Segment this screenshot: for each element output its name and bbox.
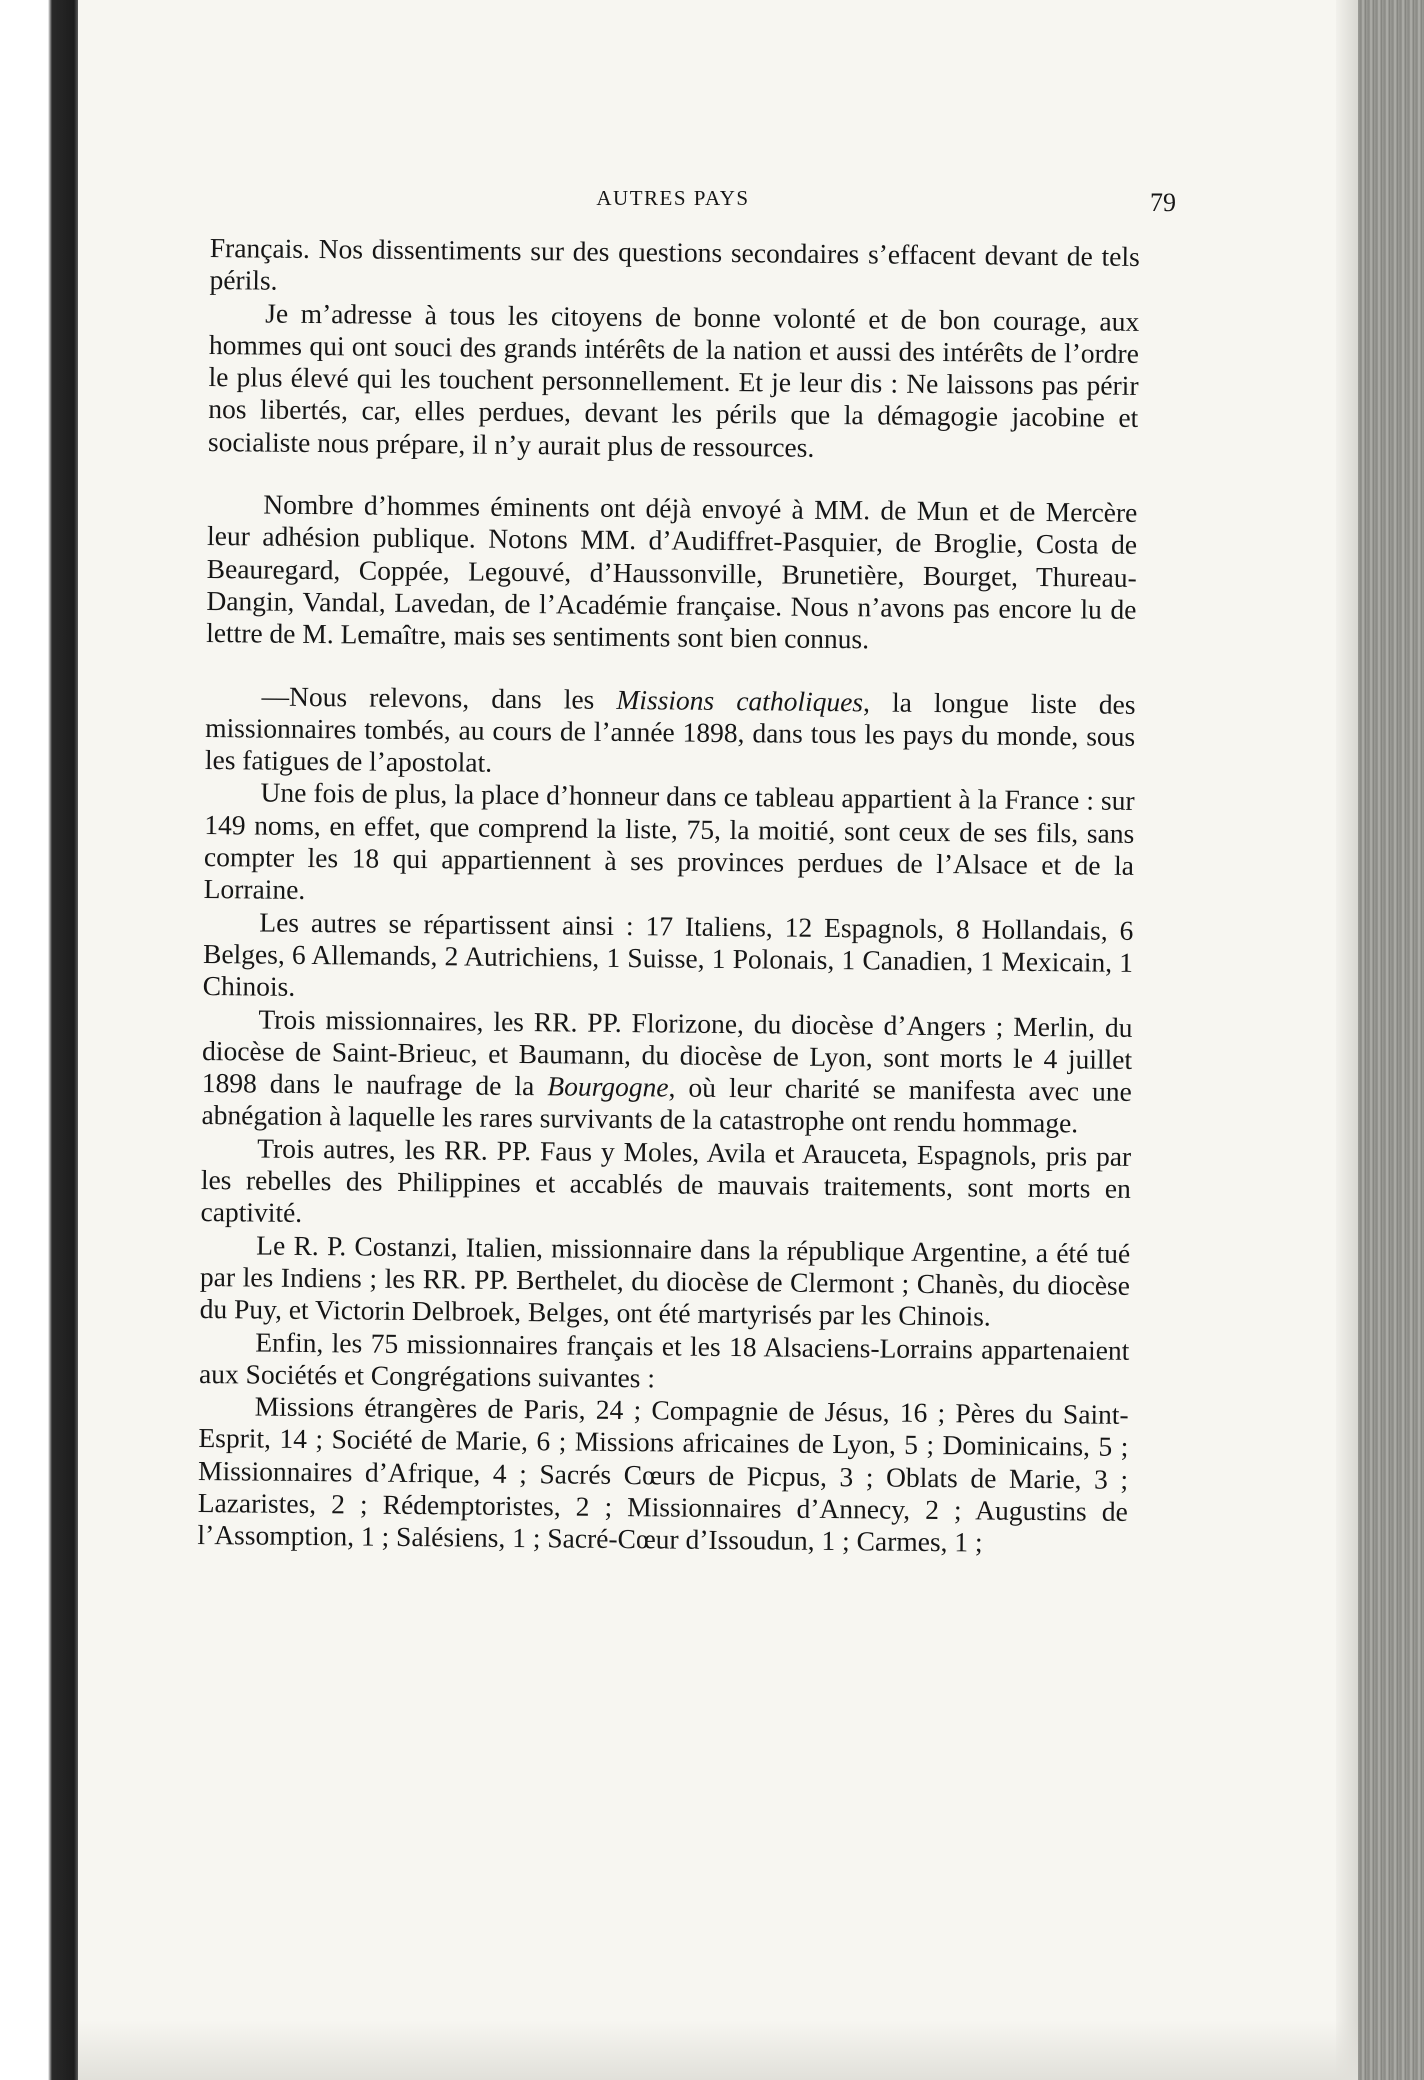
paragraph: Missions étrangères de Paris, 24 ; Compagnie de Jésus, 16 ; Pères du Saint-Esprit, 14 ; Société de Marie, 6 ; Missions africaines de Lyon, 5 ; Dominicains, 5 ; Missionnaires d’Afrique, 4 ; Sacrés Cœurs de Picpus, 3 ; Oblats de Marie, 3 ; Lazaristes, 2 ; Rédemptoristes, 2 ; Missionnaires d’Annecy, 2 ; Augustins de l’Assomption, 1 ; Salésiens, 1 ; Sacré-Cœur d’Issoudun, 1 ; Carmes, 1 ;	[197, 1390, 1129, 1558]
paragraph: Nombre d’hommes éminents ont déjà envoyé à MM. de Mun et de Mercère leur adhésion publique. Notons MM. d’Audiffret-Pasquier, de Broglie, Costa de Beauregard, Coppée, Legouvé, d’Haussonville, Brunetière, Bourget, Thureau-Dangin, Vandal, Lavedan, de l’Académie française. Nous n’avons pas encore lu de lettre de M. Lemaître, mais ses sentiments sont bien connus.	[206, 488, 1138, 655]
text-run: Trois missionnaires, les RR. PP. Florizone, du diocèse d’Angers ; Merlin, du diocèse de Saint-Brieuc, et Baumann, du diocèse de Lyon, sont morts le 4 juillet 1898 dans le naufrage de la	[201, 1003, 1133, 1102]
italic-title: Missions catholiques	[616, 683, 864, 717]
paragraph: Une fois de plus, la place d’honneur dans ce tableau appartient à la France : sur 149 noms, en effet, que comprend la liste, 75, la moitié, sont ceux de ses fils, sans compter les 18 qui appartiennent à ses provinces perdues de l’Alsace et de la Lorraine.	[203, 776, 1135, 906]
text-run: , la longue liste des missionnaires tombés, au cours de l’année 1898, dans tous les pays du monde, sous les fatigues de l’apostolat.	[204, 685, 1136, 778]
page-stack-edge	[1358, 0, 1424, 2080]
paragraph: Je m’adresse à tous les citoyens de bonne volonté et de bon courage, aux hommes qui ont souci des grands intérêts de la nation et aussi des intérêts de l’ordre le plus élevé qui les touchent personnellement. Et je leur dis : Ne laissons pas périr nos libertés, car, elles perdues, devant les périls que la démagogie jacobine et socialiste nous prépare, il n’y aurait plus de ressources.	[207, 297, 1140, 463]
book-page	[197, 0, 1176, 2080]
running-title: AUTRES PAYS	[596, 186, 750, 210]
paragraph: Enfin, les 75 missionnaires français et les 18 Alsaciens-Lorrains appartenaient aux Sociétés et Congrégations suivantes :	[198, 1325, 1130, 1394]
paragraph	[205, 680, 1136, 786]
paragraph: Le R. P. Costanzi, Italien, missionnaire dans la république Argentine, a été tué par les Indiens ; les RR. PP. Berthelet, du diocèse de Clermont ; Chanès, du diocèse du Puy, et Victorin Delbroek, Belges, ont été martyrisés par les Chinois.	[199, 1229, 1131, 1332]
running-header	[200, 186, 1176, 217]
paragraph: Trois autres, les RR. PP. Faus y Moles, Avila et Arauceta, Espagnols, pris par les rebelles des Philippines et accablés de mauvais traitements, sont morts en captivité.	[200, 1132, 1132, 1229]
page-number: 79	[1150, 188, 1176, 217]
text-run: , où leur charité se manifesta avec une abnégation à laquelle les rares survivants de la catastrophe ont rendu hommage.	[201, 1071, 1132, 1139]
italic-ship-name: Bourgogne	[547, 1070, 669, 1103]
paragraph-continuation: Français. Nos dissentiments sur des questions secondaires s’effacent devant de tels périls.	[209, 232, 1140, 296]
body-text	[197, 232, 1140, 1560]
text-run: —Nous relevons, dans les	[261, 680, 617, 715]
book-spine-edge	[0, 0, 78, 2080]
paragraph: Les autres se répartissent ainsi : 17 Italiens, 12 Espagnols, 8 Hollandais, 6 Belges, 6 Allemands, 2 Autrichiens, 1 Suisse, 1 Polonais, 1 Canadien, 1 Mexicain, 1 Chinois.	[202, 906, 1134, 1003]
paragraph	[201, 1002, 1132, 1140]
